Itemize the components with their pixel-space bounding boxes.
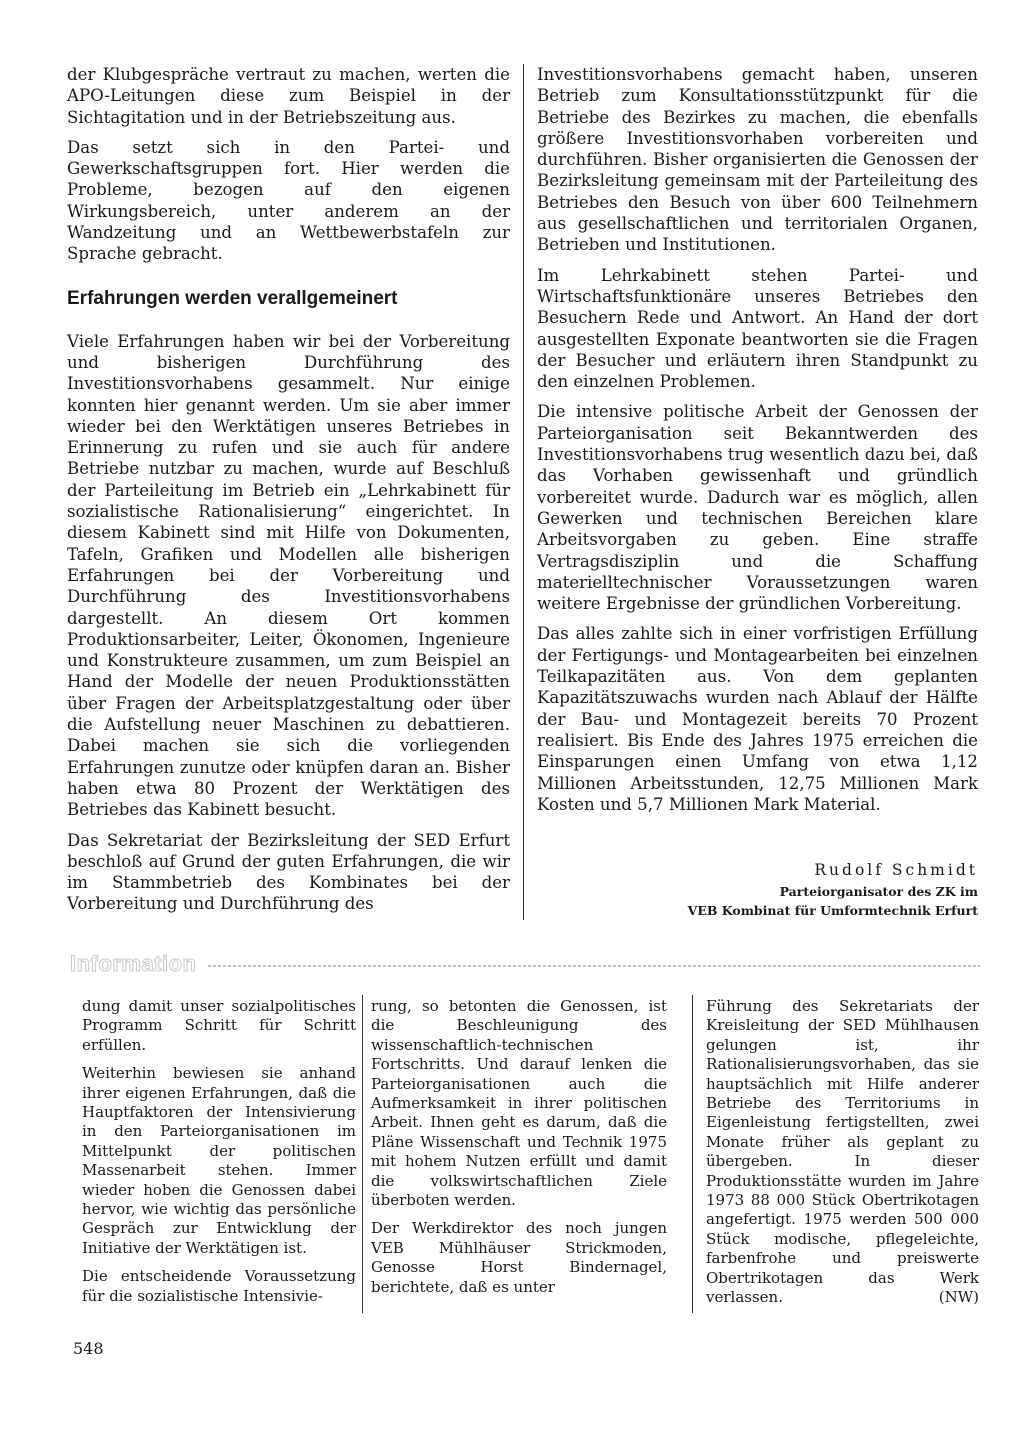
author-role: Parteiorganisator des ZK im [779, 884, 978, 899]
paragraph-text: Führung des Sekretariats der Kreisleitung der SED Mühlhausen gelungen ist, ihr Rationalisierungsvorhaben, das sie hauptsächlich mit Hilfe anderer Betriebe des Territoriums in Eigenleistung fertigstellten, zwei Monate früher als geplant zu übergeben. In dieser Produktionsstätte wurden im Jahre 1973 88 000 Stück Obertrikotagen angefertigt. 1975 werden 500 000 Stück modische, pflegeleichte, farbenfrohe und preiswerte Obertrikotagen das Werk verlassen. [706, 997, 979, 1307]
paragraph: Das alles zahlte sich in einer vorfristigen Erfüllung der Fertigungs- und Montagearbeiten bei einzelnen Teilkapazitäten aus. Von dem geplanten Kapazitätszuwachs wurden nach Ablauf der Hälfte der Bau- und Montagezeit bereits 70 Prozent realisiert. Bis Ende des Jahres 1975 erreichen die Einsparungen einen Umfang von etwa 1,12 Millionen Arbeitsstunden, 12,75 Millionen Mark Kosten und 5,7 Millionen Mark Material. [537, 624, 978, 814]
paragraph: Die intensive politische Arbeit der Genossen der Parteiorganisation seit Bekanntwerden des Investitionsvorhabens trug wesentlich dazu bei, daß das Vorhaben gewissenhaft und gründlich vorbereitet wurde. Dadurch war es möglich, allen Gewerken und technischen Bereichen klare Arbeitsvorgaben zu geben. Eine straffe Vertragsdisziplin und die Schaffung materielltechnischer Voraussetzungen waren weitere Ergebnisse der gründlichen Vorbereitung. [537, 402, 978, 614]
author-name: Rudolf Schmidt [814, 861, 978, 879]
section-heading: Erfahrungen werden verallgemeinert [67, 287, 398, 309]
paragraph [706, 997, 979, 1308]
column-divider [692, 995, 693, 1313]
paragraph: Der Werkdirektor des noch jungen VEB Mühlhäuser Strickmoden, Genosse Horst Bindernagel, berichtete, daß es unter [371, 1219, 667, 1296]
dotted-rule [208, 965, 980, 967]
paragraph: Die entscheidende Voraussetzung für die sozialistische Intensivie- [82, 1267, 356, 1305]
information-label: Information [70, 951, 197, 976]
paragraph: Das Sekretariat der Bezirksleitung der SED Erfurt beschloß auf Grund der guten Erfahrungen, die wir im Stammbetrieb des Kombinates bei der Vorbereitung und Durchführung des [67, 830, 510, 914]
information-column-1 [82, 997, 356, 1306]
paragraph: rung, so betonten die Genossen, ist die Beschleunigung des wissenschaftlich-technischen Fortschritts. Und darauf lenken die Parteiorganisationen auch die Aufmerksamkeit in ihrer politischen Arbeit. Ihnen geht es darum, daß die Pläne Wissenschaft und Technik 1975 mit hohem Nutzen erfüllt und damit die volkswirtschaftlichen Ziele überboten werden. [371, 997, 667, 1210]
column-divider [362, 995, 363, 1313]
information-column-2 [371, 997, 667, 1297]
page-number: 548 [73, 1339, 104, 1358]
paragraph: Weiterhin bewiesen sie anhand ihrer eigenen Erfahrungen, daß die Hauptfaktoren der Intensivierung in den Parteiorganisationen im Mittelpunkt der politischen Massenarbeit stehen. Immer wieder hoben die Genossen dabei hervor, wie wichtig das persönliche Gespräch zur Entwicklung der Initiative der Werktätigen ist. [82, 1064, 356, 1257]
source-credit: (NW) [938, 1288, 979, 1307]
paragraph: Investitionsvorhabens gemacht haben, unseren Betrieb zum Konsultationsstützpunkt für die Betriebe des Bezirkes zu machen, die ebenfalls größere Investitionsvorhaben vorbereiten und durchführen. Bisher organisierten die Genossen der Bezirksleitung gemeinsam mit der Parteileitung des Betriebes den Besuch von über 600 Teilnehmern aus gesellschaftlichen und territorialen Organen, Betrieben und Institutionen. [537, 65, 978, 255]
author-signature [537, 858, 978, 920]
article-column-right [537, 64, 978, 815]
paragraph: Viele Erfahrungen haben wir bei der Vorbereitung und bisherigen Durchführung des Investitionsvorhabens gesammelt. Nur einige konnten hier genannt werden. Um sie aber immer wieder bei den Werktätigen unseres Betriebes in Erinnerung zu rufen und sie auch für andere Betriebe nutzbar zu machen, wurde auf Beschluß der Parteileitung im Betrieb ein „Lehrkabinett für sozialistische Rationalisierung“ eingerichtet. In diesem Kabinett sind mit Hilfe von Dokumenten, Tafeln, Grafiken und Modellen alle bisherigen Erfahrungen bei der Vorbereitung und Durchführung des Investitionsvorhabens dargestellt. An diesem Ort kommen Produktionsarbeiter, Leiter, Ökonomen, Ingenieure und Konstrukteure zusammen, um zum Beispiel an Hand der Modelle der neuen Produktionsstätten über Fragen der Arbeitsplatzgestaltung oder über die Aufstellung neuer Maschinen zu debattieren. Dabei machen sie sich die vorliegenden Erfahrungen zunutze oder knüpfen daran an. Bisher haben etwa 80 Prozent der Werktätigen des Betriebes das Kabinett besucht. [67, 331, 510, 820]
author-organization: VEB Kombinat für Umformtechnik Erfurt [687, 903, 978, 918]
column-divider [523, 64, 524, 920]
paragraph: Im Lehrkabinett stehen Partei- und Wirtschaftsfunktionäre unseres Betriebes den Besuchern Rede und Antwort. An Hand der dort ausgestellten Exponate beantworten sie die Fragen der Besucher und erläutern ihren Standpunkt zu den einzelnen Problemen. [537, 265, 978, 392]
information-section-header [70, 951, 980, 977]
article-column-left [67, 64, 510, 915]
paragraph: Das setzt sich in den Partei- und Gewerkschaftsgruppen fort. Hier werden die Probleme, bezogen auf den eigenen Wirkungsbereich, unter anderem an der Wandzeitung und an Wettbewerbstafeln zur Sprache gebracht. [67, 137, 510, 264]
information-column-3 [706, 997, 979, 1308]
paragraph: dung damit unser sozialpolitisches Programm Schritt für Schritt erfüllen. [82, 997, 356, 1054]
paragraph: der Klubgespräche vertraut zu machen, werten die APO-Leitungen diese zum Beispiel in der Sichtagitation und in der Betriebszeitung aus. [67, 65, 510, 127]
